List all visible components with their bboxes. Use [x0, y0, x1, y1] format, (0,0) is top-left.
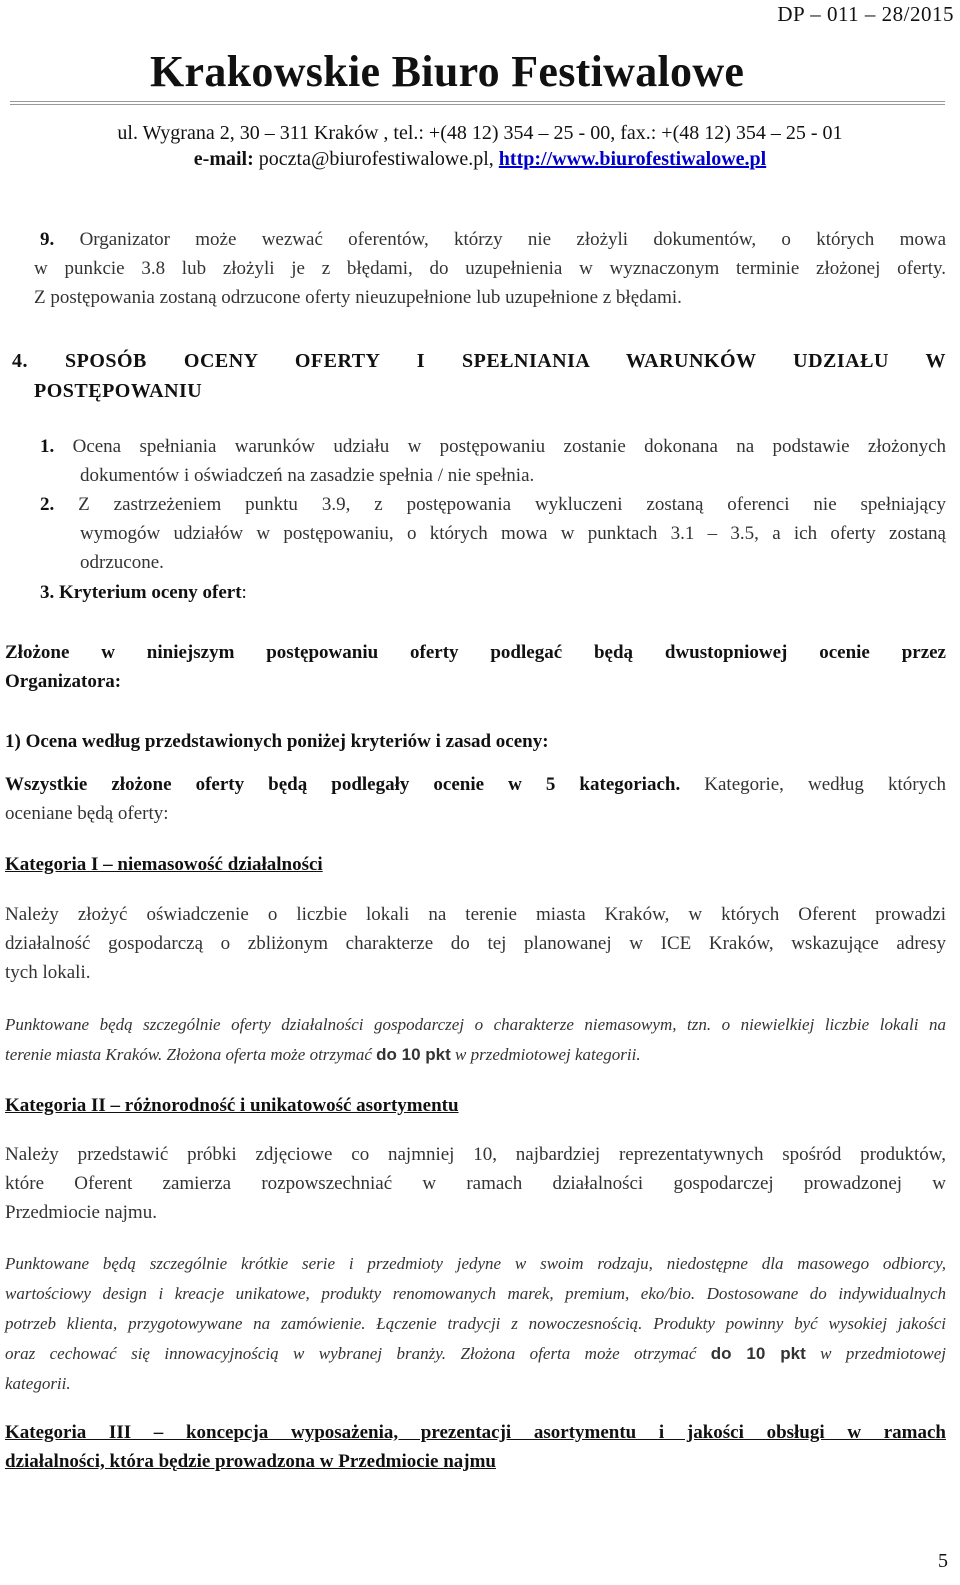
section-4-item-3	[40, 578, 946, 607]
scoring-line: oraz cechować się innowacyjnością w wybranej branży. Złożona oferta może otrzymać	[5, 1344, 711, 1363]
document-number: DP – 011 – 28/2015	[777, 2, 954, 26]
section-4-heading	[12, 346, 946, 406]
max-points: do 10 pkt	[710, 1344, 806, 1363]
categories-text: Kategorie, według których	[680, 774, 946, 795]
organization-name: Krakowskie Biuro Festiwalowe	[150, 47, 745, 96]
item-text: wymogów udziałów w postępowaniu, o których mowa w punktach 3.1 – 3.5, a ich oferty zostaną	[80, 523, 946, 544]
scoring-line: w przedmiotowej kategorii.	[450, 1045, 641, 1064]
category-3-title	[5, 1418, 946, 1476]
email-address[interactable]: poczta@biurofestiwalowe.pl,	[258, 148, 494, 170]
item-number: 3.	[40, 582, 55, 603]
scoring-line: potrzeb klienta, przygotowywane na zamówienie. Łączenie tradycji z nowoczesnością. Produkty powinny być wysokiej jakości	[5, 1314, 946, 1333]
scoring-line: Punktowane będą szczególnie oferty działalności gospodarczej o charakterze niemasowym, tzn. o niewielkiej liczbie lokali na	[5, 1015, 946, 1034]
category-1-description	[5, 900, 946, 987]
item-number: 2.	[40, 494, 55, 515]
intro-paragraph	[5, 638, 946, 696]
scoring-line: w przedmiotowej	[805, 1344, 947, 1363]
item-number: 1.	[40, 436, 55, 457]
section-4-item-1	[40, 432, 946, 490]
max-points: do 10 pkt	[376, 1045, 451, 1064]
section-title: SPOSÓB OCENY OFERTY I SPEŁNIANIA WARUNKÓW UDZIAŁU W	[64, 350, 947, 372]
item-text: Kryterium oceny ofert	[59, 582, 242, 603]
item-suffix: :	[241, 582, 247, 603]
categories-text: oceniane będą oferty:	[5, 803, 169, 824]
point-9-number: 9.	[40, 229, 55, 250]
assessment-subheading: 1) Ocena według przedstawionych poniżej kryteriów i zasad oceny:	[5, 731, 549, 752]
website-link[interactable]: http://www.biurofestiwalowe.pl	[498, 148, 767, 170]
scoring-line: wartościowy design i kreacje unikatowe, produkty renomowanych marek, premium, eko/bio. Dostosowane do indywidualnych	[5, 1284, 946, 1303]
point-9-line: Organizator może wezwać oferentów, którzy nie złożyli dokumentów, o których mowa	[79, 229, 947, 250]
point-9-line: Z postępowania zostaną odrzucone oferty nieuzupełnione lub uzupełnione z błędami.	[34, 287, 682, 308]
description-line: Należy przedstawić próbki zdjęciowe co najmniej 10, najbardziej reprezentatywnych spośród produktów,	[5, 1144, 946, 1165]
section-4-item-2	[40, 490, 946, 577]
category-1-title: Kategoria I – niemasowość działalności	[5, 854, 323, 875]
category-2-title: Kategoria II – różnorodność i unikatowość asortymentu	[5, 1095, 459, 1116]
scoring-line: kategorii.	[5, 1374, 71, 1393]
email-label: e-mail:	[193, 148, 254, 170]
header-divider	[10, 101, 945, 105]
page-number: 5	[938, 1550, 948, 1572]
address-line: ul. Wygrana 2, 30 – 311 Kraków , tel.: +(48 12) 354 – 25 - 00, fax.: +(48 12) 354 – 25 - 01	[117, 122, 843, 144]
category-2-description	[5, 1140, 946, 1227]
item-text: Z zastrzeżeniem punktu 3.9, z postępowania wykluczeni zostaną oferenci nie spełniający	[78, 494, 946, 515]
description-line: Przedmiocie najmu.	[5, 1202, 157, 1223]
item-text: dokumentów i oświadczeń na zasadzie spełnia / nie spełnia.	[80, 465, 535, 486]
category-1-scoring	[5, 1010, 946, 1070]
description-line: działalność gospodarczą o zbliżonym charakterze do tej planowanej w ICE Kraków, wskazujące adresy	[5, 933, 946, 954]
scoring-line: Punktowane będą szczególnie krótkie serie i przedmioty jedyne w swoim rodzaju, niedostępne dla masowego odbiorcy,	[5, 1254, 946, 1273]
intro-line: Organizatora:	[5, 671, 122, 692]
item-text: Ocena spełniania warunków udziału w postępowaniu zostanie dokonana na podstawie złożonych	[72, 436, 947, 457]
description-line: Należy złożyć oświadczenie o liczbie lokali na terenie miasta Kraków, w których Oferent prowadzi	[5, 904, 946, 925]
description-line: tych lokali.	[5, 962, 91, 983]
item-text: odrzucone.	[80, 552, 164, 573]
category-3-title-line: działalności, która będzie prowadzona w Przedmiocie najmu	[5, 1451, 496, 1472]
section-number: 4.	[12, 350, 28, 372]
description-line: które Oferent zamierza rozpowszechniać w ramach działalności gospodarczej prowadzonej w	[5, 1173, 946, 1194]
point-9	[34, 225, 946, 312]
contact-line	[0, 146, 960, 172]
section-title: POSTĘPOWANIU	[34, 380, 203, 402]
category-3-title-line: Kategoria III – koncepcja wyposażenia, prezentacji asortymentu i jakości obsługi w ramach	[5, 1422, 946, 1443]
scoring-line: terenie miasta Kraków. Złożona oferta może otrzymać	[5, 1045, 377, 1064]
categories-bold: Wszystkie złożone oferty będą podlegały ocenie w 5 kategoriach.	[5, 774, 681, 795]
intro-line: Złożone w niniejszym postępowaniu oferty podlegać będą dwustopniowej ocenie przez	[5, 642, 946, 663]
address-block	[0, 120, 960, 172]
categories-paragraph	[5, 770, 946, 828]
category-2-scoring	[5, 1249, 946, 1399]
point-9-line: w punkcie 3.8 lub złożyli je z błędami, do uzupełnienia w wyznaczonym terminie złożonej oferty.	[34, 258, 946, 279]
